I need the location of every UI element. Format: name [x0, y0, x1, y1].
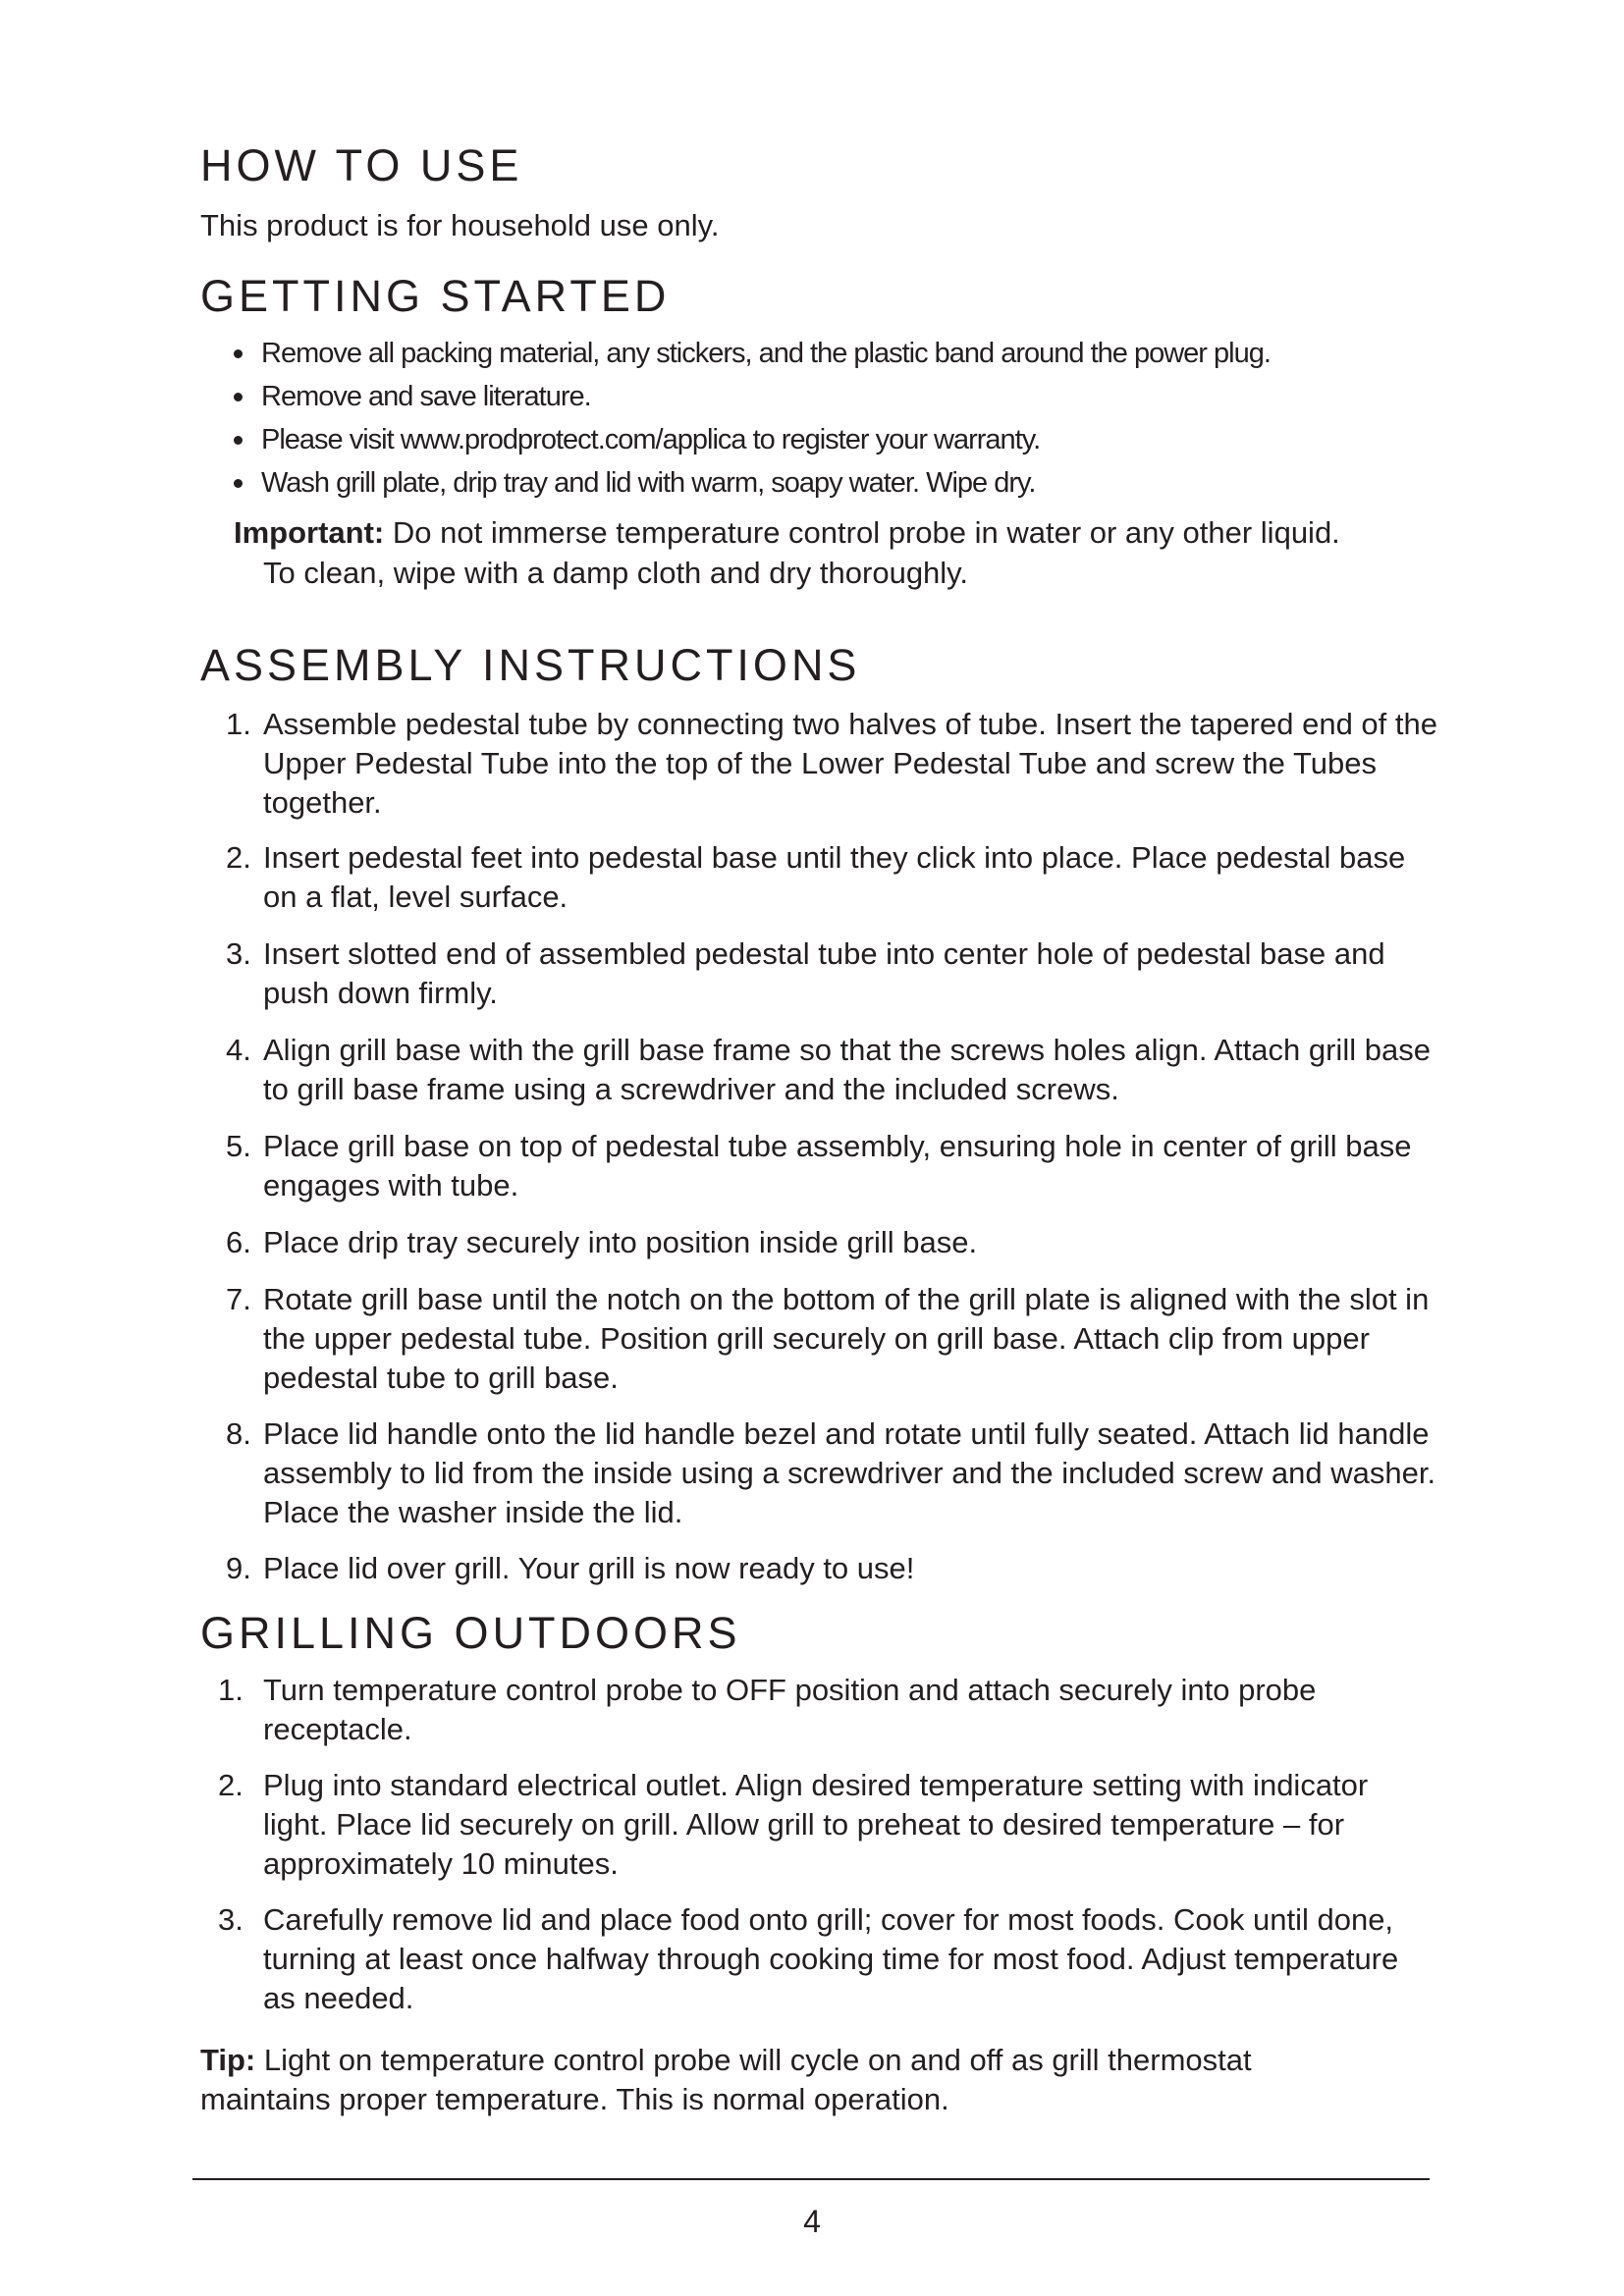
- list-item: 3. Insert slotted end of assembled pedestal tube into center hole of pedestal base and push down firmly.: [226, 936, 1385, 1010]
- list-item: 1. Assemble pedestal tube by connecting two halves of tube. Insert the tapered end of the Upper Pedestal Tube into the top of the Lower Pedestal Tube and screw the Tubes together.: [226, 707, 1437, 820]
- important-label: Important:: [234, 515, 385, 550]
- getting-started-heading: GETTING STARTED: [200, 271, 671, 321]
- bullet-icon: [234, 393, 243, 401]
- page-number: 4: [803, 2204, 821, 2239]
- list-item: 7. Rotate grill base until the notch on the bottom of the grill plate is aligned with the slot in the upper pedestal tube. Position grill securely on grill base. Attach clip from upper pedestal tube to grill base.: [226, 1282, 1430, 1395]
- important-note-continued: To clean, wipe with a damp cloth and dry thoroughly.: [263, 556, 968, 590]
- tip-label: Tip:: [200, 2043, 256, 2077]
- bullet-icon: [234, 349, 243, 358]
- bullet-icon: [234, 479, 243, 488]
- important-note: Important: Do not immerse temperature control probe in water or any other liquid.: [234, 515, 1340, 550]
- list-item: Please visit www.prodprotect.com/applica to register your warranty.: [226, 418, 1271, 461]
- how-to-use-heading: HOW TO USE: [200, 140, 523, 190]
- list-item: 2. Insert pedestal feet into pedestal base until they click into place. Place pedestal base on a flat, level surface.: [226, 840, 1406, 914]
- household-use-note: This product is for household use only.: [200, 208, 720, 242]
- grilling-outdoors-heading: GRILLING OUTDOORS: [200, 1608, 741, 1658]
- list-item: 9. Place lid over grill. Your grill is now ready to use!: [226, 1551, 915, 1585]
- list-item: 3. Carefully remove lid and place food onto grill; cover for most foods. Cook until done, turning at least once halfway through cooking time for most food. Adjust temperature as needed.: [218, 1902, 1399, 2015]
- assembly-instructions-heading: ASSEMBLY INSTRUCTIONS: [200, 640, 861, 690]
- list-item: 6. Place drip tray securely into position inside grill base.: [226, 1225, 978, 1259]
- list-item: Wash grill plate, drip tray and lid with warm, soapy water. Wipe dry.: [226, 461, 1271, 505]
- bullet-icon: [234, 436, 243, 445]
- list-item: 1. Turn temperature control probe to OFF position and attach securely into probe receptacle.: [218, 1673, 1317, 1746]
- list-item: 8. Place lid handle onto the lid handle bezel and rotate until fully seated. Attach lid handle assembly to lid from the inside using a screwdriver and the included screw and washer. Place the washer inside the lid.: [226, 1416, 1436, 1529]
- tip-note: Tip: Light on temperature control probe will cycle on and off as grill thermostat maintains proper temperature. This is normal operation.: [200, 2043, 1252, 2116]
- footer-divider: [192, 2178, 1430, 2180]
- getting-started-list: [226, 332, 1271, 505]
- list-item: 4. Align grill base with the grill base frame so that the screws holes align. Attach grill base to grill base frame using a screwdriver and the included screws.: [226, 1033, 1431, 1106]
- list-item: Remove and save literature.: [226, 375, 1271, 418]
- list-item: 5. Place grill base on top of pedestal tube assembly, ensuring hole in center of grill base engages with tube.: [226, 1129, 1412, 1202]
- list-item: 2. Plug into standard electrical outlet. Align desired temperature setting with indicator light. Place lid securely on grill. Allow grill to preheat to desired temperature – for approximately 10 minutes.: [218, 1768, 1369, 1881]
- list-item: Remove all packing material, any stickers, and the plastic band around the power plug.: [226, 332, 1271, 375]
